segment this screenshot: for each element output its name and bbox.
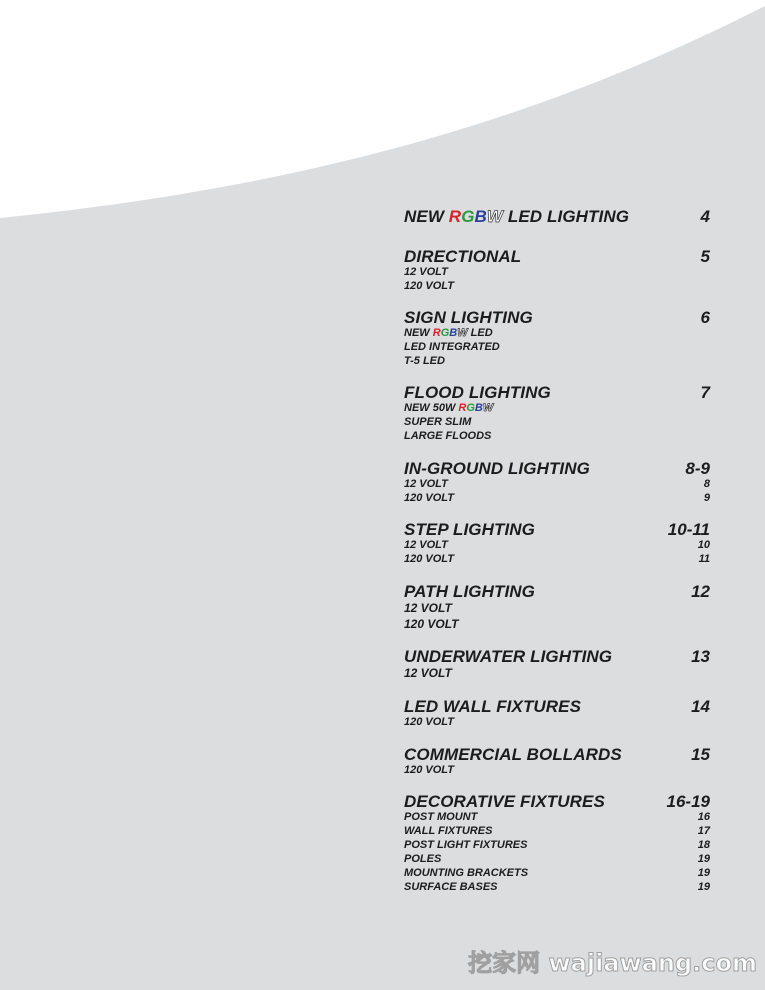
toc-subitem: 120 VOLT [404,617,459,631]
toc-title: STEP LIGHTING [404,520,536,539]
toc-entry-step-lighting[interactable] [404,520,710,567]
toc-subitem: 12 VOLT 10 [404,539,710,551]
toc-title: NEW RGBW LED LIGHTING [404,207,630,226]
toc-subitem: 12 VOLT [404,666,452,680]
toc-title: IN-GROUND LIGHTING [404,459,590,478]
toc-subitem: 120 VOLT [404,280,454,292]
toc-subitem: NEW 50W RGBW [404,402,494,414]
toc-entry-led-wall-fixtures[interactable] [404,697,710,730]
toc-page-number: 14 [691,697,710,716]
toc-title: PATH LIGHTING [404,582,535,601]
toc-subitem: MOUNTING BRACKETS 19 [404,867,710,879]
toc-subitem: NEW RGBW LED [404,327,493,339]
toc-entry-decorative-fixtures[interactable] [404,792,710,895]
toc-title: DIRECTIONAL [404,247,522,266]
toc-subitem: 120 VOLT 9 [404,492,710,504]
toc-subitem: 120 VOLT 11 [404,553,710,565]
toc-entry-path-lighting[interactable] [404,582,710,633]
toc-entry-in-ground-lighting[interactable] [404,459,710,506]
toc-page-number: 4 [700,207,710,226]
toc-title: UNDERWATER LIGHTING [404,647,613,666]
toc-entry-commercial-bollards[interactable] [404,745,710,778]
toc-title: COMMERCIAL BOLLARDS [404,745,622,764]
toc-subitem: T-5 LED [404,355,445,367]
toc-page-number: 15 [691,745,710,764]
toc-subitem: SUPER SLIM [404,416,472,428]
toc-entry-directional[interactable] [404,247,710,294]
toc-page-number: 12 [691,582,710,601]
toc-page-number: 13 [691,647,710,666]
toc-page-number: 6 [700,308,710,327]
toc-subitem: LARGE FLOODS [404,430,492,442]
toc-subitem: LED INTEGRATED [404,341,500,353]
toc-subitem: 120 VOLT [404,716,454,728]
toc-title: SIGN LIGHTING [404,308,533,327]
toc-page-number: 10-11 [667,520,710,539]
toc-entry-flood-lighting[interactable] [404,383,710,444]
toc-subitem: POST MOUNT 16 [404,811,710,823]
toc-title: FLOOD LIGHTING [404,383,551,402]
toc-page-number: 5 [700,247,710,266]
toc-subitem: SURFACE BASES 19 [404,881,710,893]
toc-entry-underwater-lighting[interactable] [404,647,710,682]
watermark: 挖家网 wajiawang.com [468,949,757,977]
toc-subitem: 120 VOLT [404,764,454,776]
toc-title: LED WALL FIXTURES [404,697,582,716]
toc-subitem: 12 VOLT [404,601,452,615]
toc-subitem: POLES 19 [404,853,710,865]
toc-subitem: POST LIGHT FIXTURES 18 [404,839,710,851]
toc-subitem: 12 VOLT [404,266,448,278]
toc-entry-rgbw[interactable] [404,207,710,229]
toc-page-number: 8-9 [685,459,710,478]
toc-entry-sign-lighting[interactable] [404,308,710,369]
toc-subitem: WALL FIXTURES 17 [404,825,710,837]
toc-subitem: 12 VOLT 8 [404,478,710,490]
toc-page-number: 7 [700,383,710,402]
toc-title: DECORATIVE FIXTURES [404,792,605,811]
toc-page-number: 16-19 [666,792,710,811]
